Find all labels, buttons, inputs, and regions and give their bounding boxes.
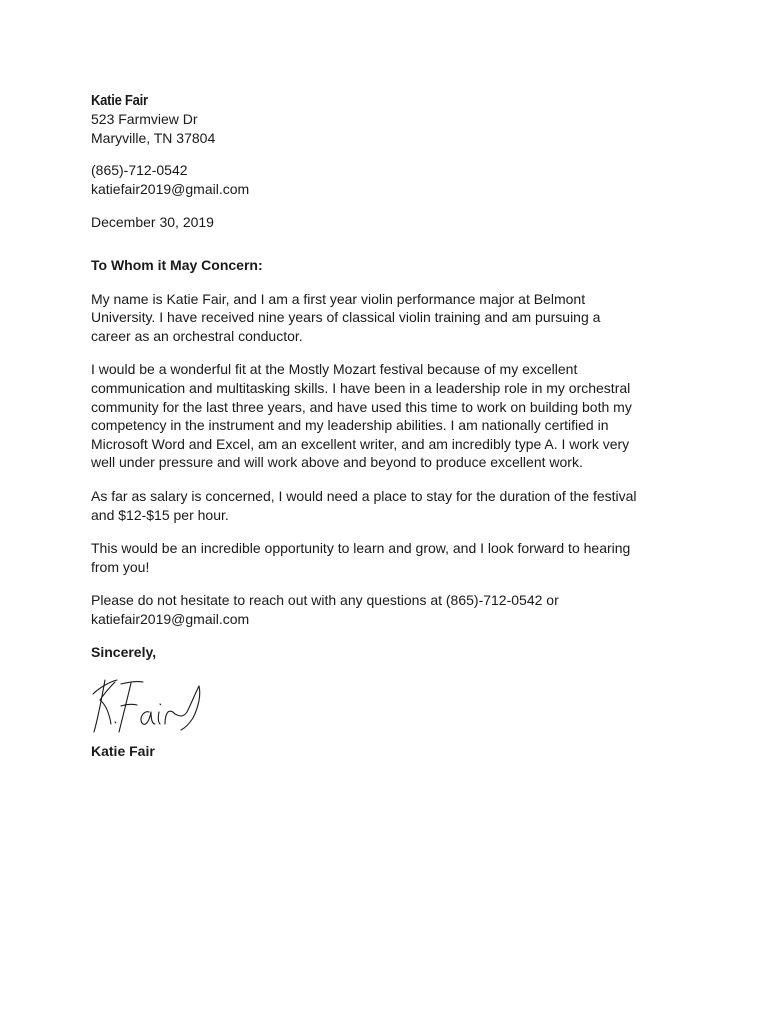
- paragraph-line: Please do not hesitate to reach out with any questions at (865)-712-0542 or: [91, 592, 559, 609]
- body-paragraph: [91, 539, 691, 576]
- body-paragraph: [91, 360, 691, 472]
- body-paragraph: [91, 290, 691, 346]
- sender-email: katiefair2019@gmail.com: [91, 180, 250, 197]
- paragraph-line: from you!: [91, 558, 150, 575]
- paragraph-line: communication and multitasking skills. I have been in a leadership role in my orchestral: [91, 379, 631, 396]
- paragraph-line: community for the last three years, and have used this time to work on building both my: [91, 398, 632, 415]
- letter-date: December 30, 2019: [91, 214, 214, 231]
- paragraph-line: katiefair2019@gmail.com: [91, 610, 250, 627]
- letter-body: [91, 290, 691, 629]
- closing: Sincerely,: [91, 644, 157, 661]
- paragraph-line: career as an orchestral conductor.: [91, 327, 303, 344]
- body-paragraph: [91, 487, 691, 524]
- paragraph-line: and $12-$15 per hour.: [91, 506, 229, 523]
- salutation: To Whom it May Concern:: [91, 256, 263, 273]
- body-paragraph: [91, 591, 691, 628]
- handwritten-signature: [91, 674, 211, 738]
- paragraph-line: well under pressure and will work above and beyond to produce excellent work.: [91, 454, 583, 471]
- paragraph-line: As far as salary is concerned, I would need a place to stay for the duration of the festival: [91, 487, 637, 504]
- paragraph-line: This would be an incredible opportunity to learn and grow, and I look forward to hearing: [91, 540, 631, 557]
- paragraph-line: Microsoft Word and Excel, am an excellent writer, and am incredibly type A. I work very: [91, 435, 630, 452]
- paragraph-line: My name is Katie Fair, and I am a first year violin performance major at Belmont: [91, 290, 586, 307]
- sender-street: 523 Farmview Dr: [91, 111, 198, 127]
- paragraph-line: I would be a wonderful fit at the Mostly Mozart festival because of my excellent: [91, 361, 578, 378]
- sender-city-state-zip: Maryville, TN 37804: [91, 129, 216, 146]
- paragraph-line: competency in the instrument and my leadership abilities. I am nationally certified in: [91, 417, 609, 434]
- sender-name: Katie Fair: [91, 93, 148, 109]
- signer-name: Katie Fair: [91, 743, 155, 760]
- cover-letter: [91, 92, 691, 761]
- sender-block: [91, 92, 691, 147]
- paragraph-line: University. I have received nine years of classical violin training and am pursuing a: [91, 309, 601, 326]
- contact-block: [91, 161, 691, 198]
- sender-phone: (865)-712-0542: [91, 162, 188, 179]
